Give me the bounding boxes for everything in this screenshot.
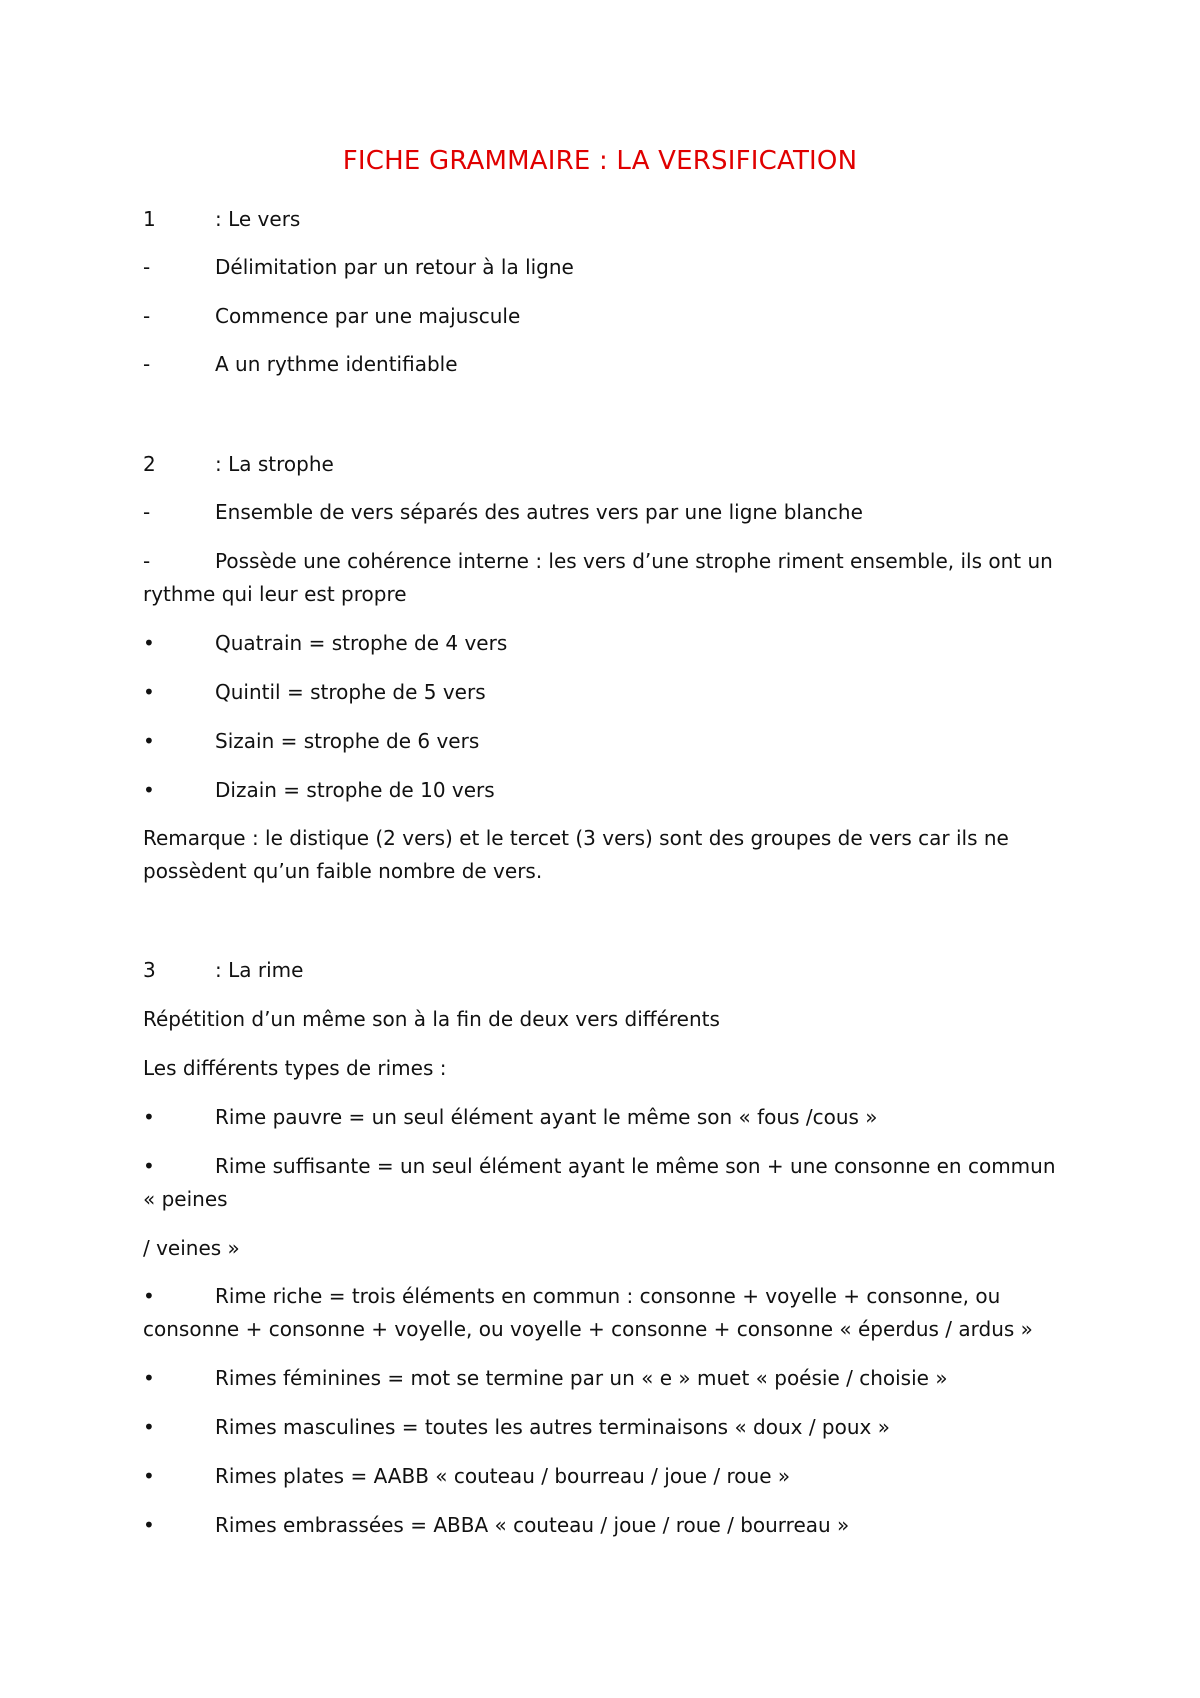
list-item bbox=[143, 1411, 890, 1444]
list-item-text: Quatrain = strophe de 4 vers bbox=[215, 631, 508, 655]
dash-marker: - bbox=[143, 549, 151, 573]
list-item-text: Rimes féminines = mot se termine par un « e » muet « poésie / choisie » bbox=[215, 1366, 948, 1390]
list-item bbox=[143, 1460, 790, 1493]
list-item-text: Rimes plates = AABB « couteau / bourreau / joue / roue » bbox=[215, 1464, 791, 1488]
list-item bbox=[143, 774, 495, 807]
list-item bbox=[143, 251, 574, 284]
list-item bbox=[143, 300, 520, 333]
list-item bbox=[143, 1280, 1063, 1346]
list-item-text: Possède une cohérence interne : les vers d’une strophe riment ensemble, ils ont un rythme qui leur est propre bbox=[143, 549, 1053, 606]
list-item-text: Rime pauvre = un seul élément ayant le même son « fous /cous » bbox=[215, 1105, 878, 1129]
list-item-text: Rime suffisante = un seul élément ayant le même son + une consonne en commun « peines bbox=[143, 1154, 1056, 1211]
list-item bbox=[143, 348, 458, 381]
dash-marker: - bbox=[143, 304, 151, 328]
bullet-marker: • bbox=[143, 1105, 155, 1129]
list-item bbox=[143, 627, 507, 660]
bullet-marker: • bbox=[143, 631, 155, 655]
types-intro: Les différents types de rimes : bbox=[143, 1056, 447, 1080]
list-item-text: A un rythme identifiable bbox=[215, 352, 458, 376]
list-item bbox=[143, 725, 479, 758]
list-item-text: Rimes masculines = toutes les autres terminaisons « doux / poux » bbox=[215, 1415, 890, 1439]
bullet-marker: • bbox=[143, 729, 155, 753]
bullet-marker: • bbox=[143, 778, 155, 802]
bullet-marker: • bbox=[143, 1464, 155, 1488]
section-heading-la-strophe bbox=[143, 448, 334, 481]
list-item bbox=[143, 676, 486, 709]
list-item-text: Délimitation par un retour à la ligne bbox=[215, 255, 574, 279]
dash-marker: - bbox=[143, 255, 151, 279]
section-number: 1 bbox=[143, 207, 156, 231]
list-item bbox=[143, 1362, 948, 1395]
remark-paragraph: Remarque : le distique (2 vers) et le tercet (3 vers) sont des groupes de vers car ils ne possèdent qu’un faible nombre de vers. bbox=[143, 826, 1009, 883]
bullet-marker: • bbox=[143, 1513, 155, 1537]
list-item-text: Dizain = strophe de 10 vers bbox=[215, 778, 495, 802]
list-item-text: Sizain = strophe de 6 vers bbox=[215, 729, 480, 753]
list-item bbox=[143, 1150, 1063, 1216]
list-item-text: Ensemble de vers séparés des autres vers par une ligne blanche bbox=[215, 500, 863, 524]
list-item-text: Commence par une majuscule bbox=[215, 304, 521, 328]
list-item-continuation: / veines » bbox=[143, 1236, 240, 1260]
section-heading-le-vers bbox=[143, 203, 300, 236]
bullet-marker: • bbox=[143, 1284, 155, 1308]
section-title: : La strophe bbox=[215, 452, 334, 476]
definition-text: Répétition d’un même son à la fin de deux vers différents bbox=[143, 1007, 720, 1031]
list-item-text: Rimes embrassées = ABBA « couteau / joue / roue / bourreau » bbox=[215, 1513, 850, 1537]
bullet-marker: • bbox=[143, 1415, 155, 1439]
list-item bbox=[143, 545, 1063, 611]
dash-marker: - bbox=[143, 352, 151, 376]
bullet-marker: • bbox=[143, 1154, 155, 1178]
section-number: 2 bbox=[143, 452, 156, 476]
page-title: FICHE GRAMMAIRE : LA VERSIFICATION bbox=[342, 146, 858, 176]
section-heading-la-rime bbox=[143, 954, 303, 987]
bullet-marker: • bbox=[143, 1366, 155, 1390]
list-item-text: Quintil = strophe de 5 vers bbox=[215, 680, 486, 704]
list-item bbox=[143, 1509, 849, 1542]
list-item bbox=[143, 496, 863, 529]
list-item bbox=[143, 1101, 878, 1134]
list-item-text: Rime riche = trois éléments en commun : consonne + voyelle + consonne, ou consonne + consonne + voyelle, ou voyelle + consonne + consonne « éperdus / ardus » bbox=[143, 1284, 1033, 1341]
section-title: : La rime bbox=[215, 958, 304, 982]
bullet-marker: • bbox=[143, 680, 155, 704]
section-number: 3 bbox=[143, 958, 156, 982]
dash-marker: - bbox=[143, 500, 151, 524]
section-title: : Le vers bbox=[215, 207, 301, 231]
